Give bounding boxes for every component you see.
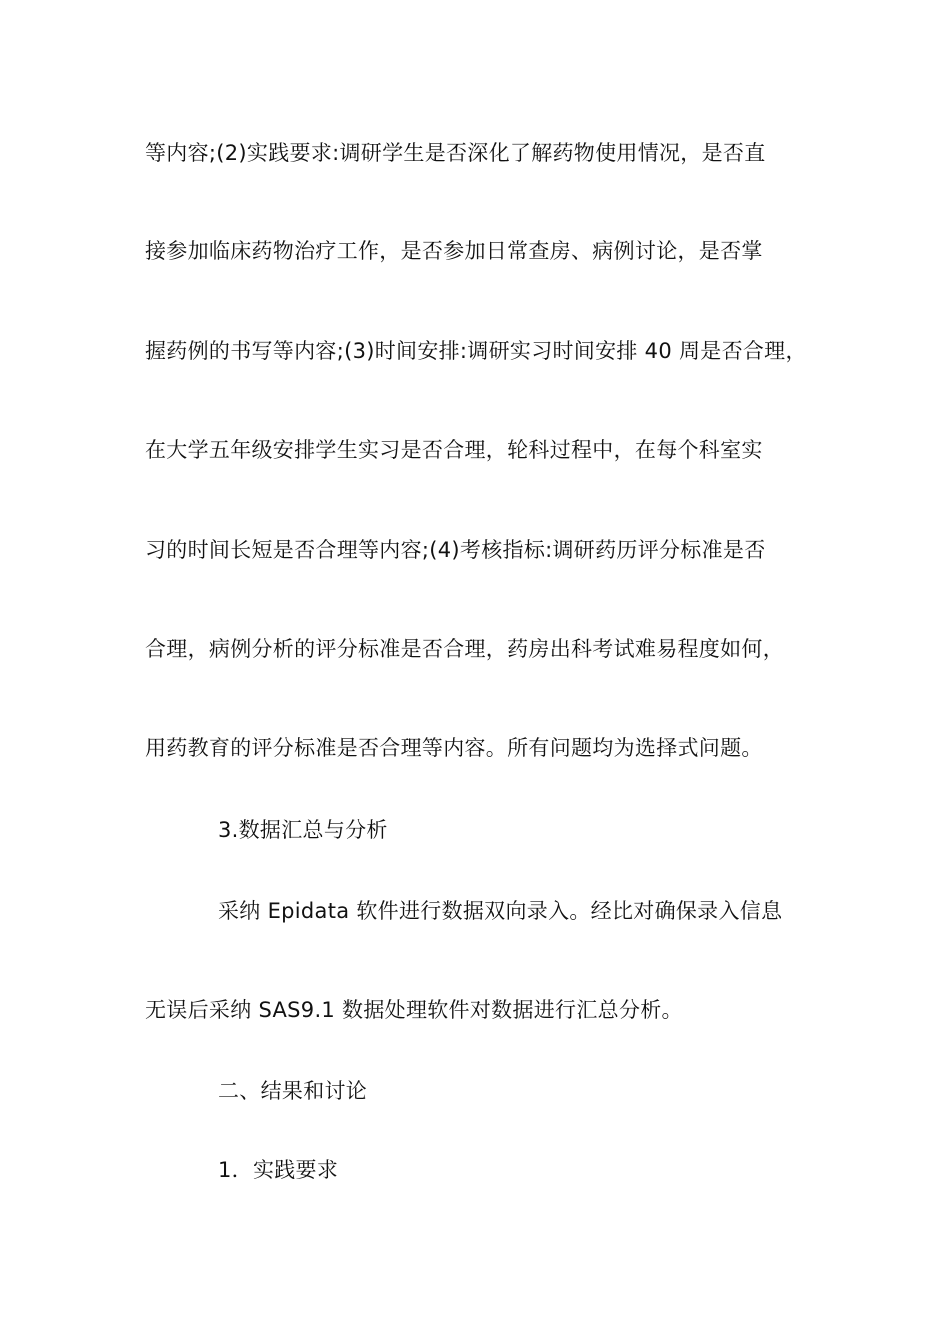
paragraph-line-4: 在大学五年级安排学生实习是否合理，轮科过程中，在每个科室实 <box>145 438 763 462</box>
section-3-paragraph-line-2: 无误后采纳 SAS9.1 数据处理软件对数据进行汇总分析。 <box>145 998 683 1022</box>
section-3-heading: 3.数据汇总与分析 <box>218 818 388 842</box>
paragraph-line-1: 等内容;(2)实践要求:调研学生是否深化了解药物使用情况，是否直 <box>145 141 766 165</box>
paragraph-line-7: 用药教育的评分标准是否合理等内容。所有问题均为选择式问题。 <box>145 736 763 760</box>
paragraph-line-3: 握药例的书写等内容;(3)时间安排:调研实习时间安排 40 周是否合理， <box>145 339 807 363</box>
paragraph-line-5: 习的时间长短是否合理等内容;(4)考核指标:调研药历评分标准是否 <box>145 538 766 562</box>
paragraph-line-6: 合理，病例分析的评分标准是否合理，药房出科考试难易程度如何， <box>145 637 784 661</box>
section-2-heading: 二、结果和讨论 <box>218 1079 368 1103</box>
subsection-1-heading: 1．实践要求 <box>218 1158 339 1182</box>
paragraph-line-2: 接参加临床药物治疗工作，是否参加日常查房、病例讨论，是否掌 <box>145 239 763 263</box>
section-3-paragraph-line-1: 采纳 Epidata 软件进行数据双向录入。经比对确保录入信息 <box>218 899 783 923</box>
